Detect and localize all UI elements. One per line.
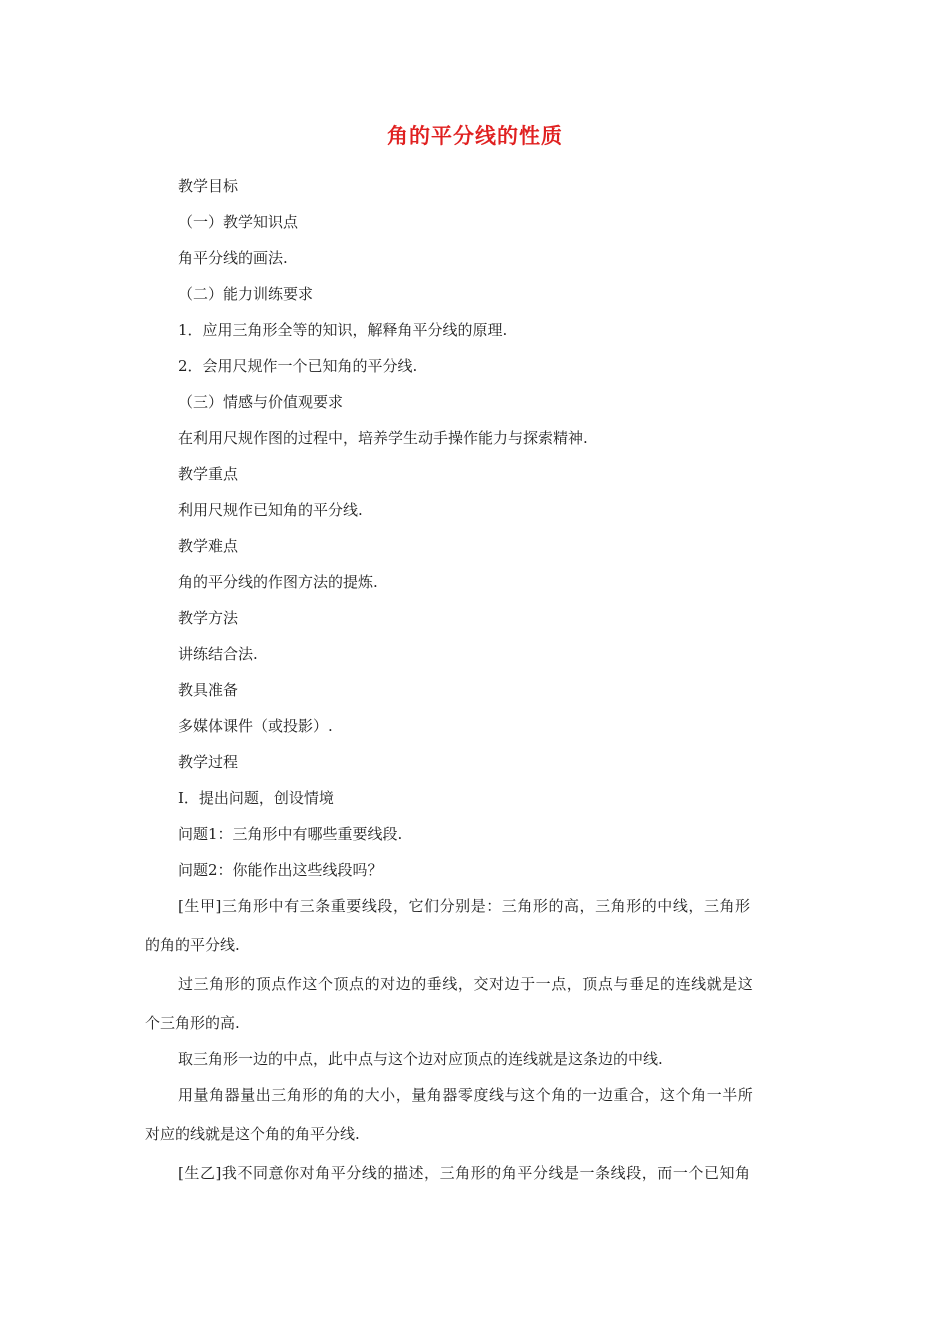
list-item: 1．应用三角形全等的知识，解释角平分线的原理. <box>178 321 508 339</box>
paragraph-line: 过三角形的顶点作这个顶点的对边的垂线，交对边于一点，顶点与垂足的连线就是这 <box>178 975 754 993</box>
heading-teaching-process: 教学过程 <box>178 753 239 771</box>
heading-teaching-method: 教学方法 <box>178 609 239 627</box>
paragraph-line: 多媒体课件（或投影）. <box>178 717 333 735</box>
subheading-emotion-values: （三）情感与价值观要求 <box>178 393 344 411</box>
paragraph-line: 在利用尺规作图的过程中，培养学生动手操作能力与探索精神. <box>178 429 588 447</box>
heading-difficulties: 教学难点 <box>178 537 239 555</box>
subheading-ability-requirements: （二）能力训练要求 <box>178 285 314 303</box>
question-line: 问题1：三角形中有哪些重要线段. <box>178 825 403 843</box>
document-title: 角的平分线的性质 <box>387 124 563 148</box>
paragraph-line: [生乙]我不同意你对角平分线的描述，三角形的角平分线是一条线段，而一个已知角 <box>178 1164 751 1182</box>
subheading-knowledge-points: （一）教学知识点 <box>178 213 299 231</box>
paragraph-line: 个三角形的高. <box>145 1014 240 1032</box>
paragraph-line: 对应的线就是这个角的角平分线. <box>145 1125 360 1143</box>
section-heading: Ⅰ．提出问题，创设情境 <box>178 789 334 807</box>
question-line: 问题2：你能作出这些线段吗？ <box>178 861 383 879</box>
paragraph-line: 讲练结合法. <box>178 645 258 663</box>
paragraph-line: [生甲]三角形中有三条重要线段，它们分别是：三角形的高，三角形的中线，三角形 <box>178 897 751 915</box>
heading-teaching-goals: 教学目标 <box>178 177 239 195</box>
list-item: 2．会用尺规作一个已知角的平分线. <box>178 357 418 375</box>
heading-key-points: 教学重点 <box>178 465 239 483</box>
paragraph-line: 的角的平分线. <box>145 936 240 954</box>
paragraph-line: 角的平分线的作图方法的提炼. <box>178 573 378 591</box>
paragraph-line: 取三角形一边的中点，此中点与这个边对应顶点的连线就是这条边的中线. <box>178 1050 663 1068</box>
paragraph-line: 角平分线的画法. <box>178 249 288 267</box>
paragraph-line: 用量角器量出三角形的角的大小，量角器零度线与这个角的一边重合，这个角一半所 <box>178 1086 754 1104</box>
paragraph-line: 利用尺规作已知角的平分线. <box>178 501 363 519</box>
heading-teaching-aids: 教具准备 <box>178 681 239 699</box>
